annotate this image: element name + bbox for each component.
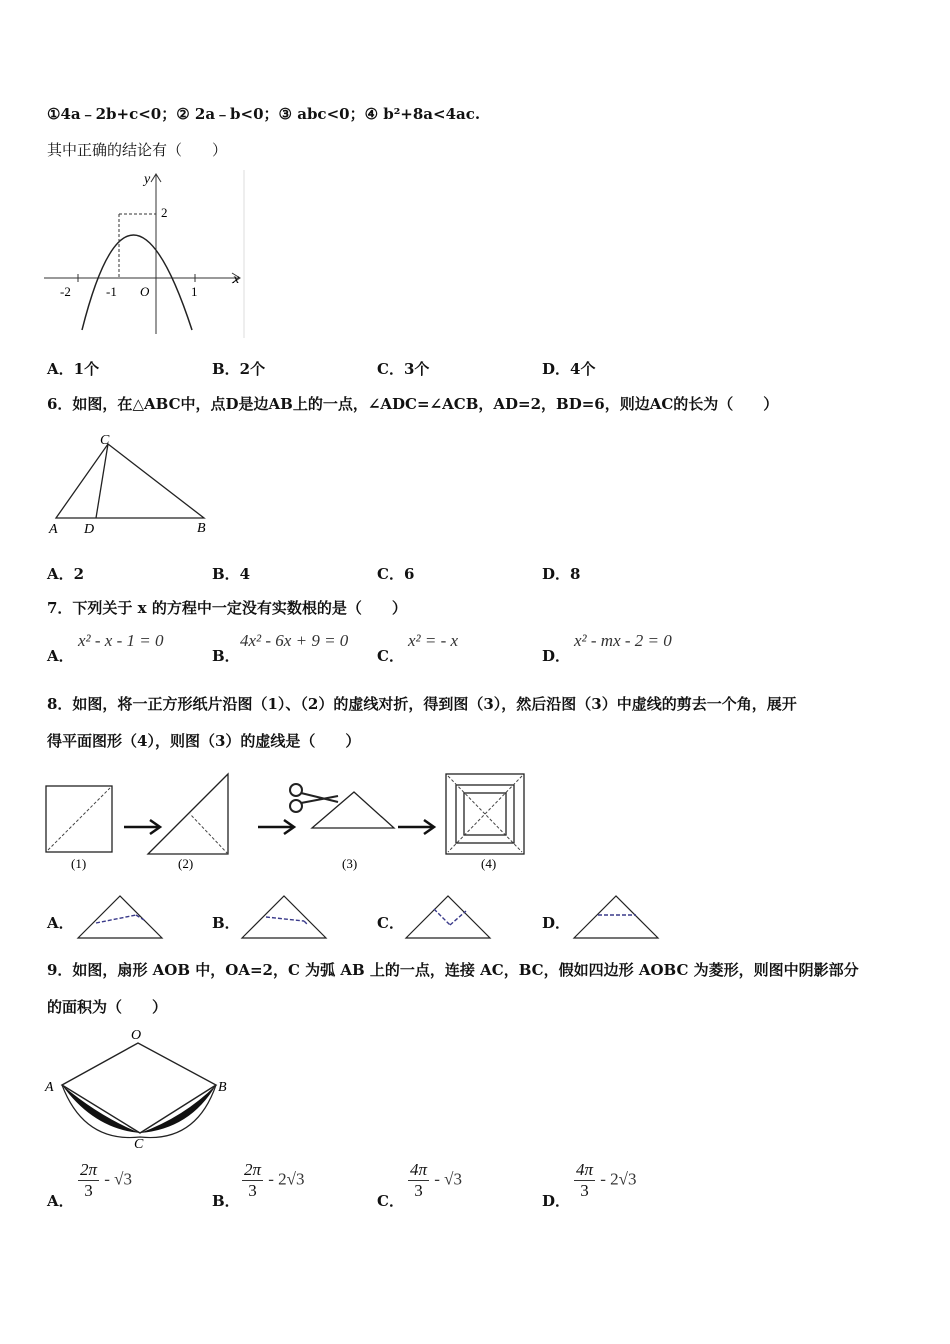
q5-label-1: 1 (191, 284, 198, 299)
q7-equation-c: x² = - x (408, 631, 459, 650)
q9-sector-figure (44, 1025, 234, 1151)
q7-option-a[interactable]: A． (47, 647, 74, 665)
q9-answer-a-num: 2π (80, 1160, 98, 1179)
q9-answer-a (78, 1160, 132, 1201)
q8-caption-4: (4) (481, 856, 497, 871)
q7-stem: 7．下列关于 x 的方程中一定没有实数根的是（ ） (47, 599, 407, 617)
q8-stem-line1: 8．如图，将一正方形纸片沿图（1）、（2）的虚线对折，得到图（3），然后沿图（3）中虚线的剪去一个角，展开 (47, 695, 797, 713)
q9-answer-a-den: 3 (84, 1181, 93, 1200)
q8-caption-3: (3) (342, 856, 358, 871)
q6-label-c: C (100, 433, 110, 448)
q5-label-minus1: -1 (106, 284, 117, 299)
q7-option-c[interactable]: C． (377, 647, 404, 665)
q8-caption-2: (2) (178, 856, 194, 871)
q9-stem-line1: 9．如图，扇形 AOB 中，OA=2，C 为弧 AB 上的一点，连接 AC，BC，假如四边形 AOBC 为菱形，则图中阴影部分 (47, 961, 859, 979)
q8-option-d-figure (572, 893, 660, 941)
q6-option-a[interactable]: A．2 (47, 565, 85, 583)
q9-answer-c-tail: - √3 (434, 1169, 463, 1189)
q6-label-a: A (49, 522, 58, 537)
q5-label-2: 2 (161, 205, 168, 220)
q9-answer-c-den: 3 (414, 1181, 423, 1200)
q5-axis-x-label: x (233, 272, 240, 287)
q8-option-a-figure (76, 893, 164, 941)
q9-option-d[interactable]: D． (542, 1192, 571, 1210)
q5-option-d[interactable]: D．4个 (542, 360, 596, 378)
q8-stem-line2: 得平面图形（4），则图（3）的虚线是（ ） (47, 732, 361, 750)
q8-option-b-figure (240, 893, 328, 941)
q9-label-o: O (131, 1028, 142, 1043)
q6-triangle-figure (46, 430, 216, 540)
q5-parabola-graph (44, 170, 246, 338)
q7-option-b[interactable]: B． (212, 647, 240, 665)
q6-option-c[interactable]: C．6 (377, 565, 415, 583)
q9-answer-d-tail: - 2√3 (600, 1169, 637, 1189)
q8-folding-figure (44, 770, 528, 874)
q6-label-b: B (197, 521, 206, 536)
q8-caption-1: (1) (71, 856, 87, 871)
q8-option-a[interactable]: A． (47, 914, 74, 932)
q7-equation-a: x² - x - 1 = 0 (78, 631, 164, 650)
q9-option-a[interactable]: A． (47, 1192, 74, 1210)
q5-statements: ①4a﹣2b+c<0；② 2a﹣b<0；③ abc<0；④ b²+8a<4ac. (47, 105, 481, 123)
q7-equation-d: x² - mx - 2 = 0 (574, 631, 672, 650)
q6-option-d[interactable]: D．8 (542, 565, 581, 583)
q8-option-c-figure (404, 893, 492, 941)
q9-answer-d (574, 1160, 637, 1201)
q8-option-c[interactable]: C． (377, 914, 404, 932)
q9-label-b: B (218, 1080, 227, 1095)
q9-answer-d-num: 4π (576, 1160, 594, 1179)
q6-stem: 6．如图，在△ABC中，点D是边AB上的一点，∠ADC=∠ACB，AD=2，BD=6，则边AC的长为（ ） (47, 395, 779, 413)
q9-label-a: A (45, 1080, 54, 1095)
q9-answer-b-num: 2π (244, 1160, 262, 1179)
q9-option-b[interactable]: B． (212, 1192, 240, 1210)
q9-label-c: C (134, 1137, 144, 1152)
q9-answer-c-num: 4π (410, 1160, 428, 1179)
q6-option-b[interactable]: B．4 (212, 565, 251, 583)
q8-option-b[interactable]: B． (212, 914, 240, 932)
q5-label-minus2: -2 (60, 284, 71, 299)
q5-label-origin: O (140, 284, 150, 299)
q5-stem: 其中正确的结论有（ ） (47, 141, 228, 159)
q7-option-d[interactable]: D． (542, 647, 571, 665)
q5-option-b[interactable]: B．2个 (212, 360, 266, 378)
q9-answer-d-den: 3 (580, 1181, 589, 1200)
q9-stem-line2: 的面积为（ ） (47, 998, 168, 1016)
q9-answer-a-tail: - √3 (104, 1169, 133, 1189)
q5-option-c[interactable]: C．3个 (377, 360, 430, 378)
q9-answer-b (242, 1160, 305, 1201)
q9-answer-b-tail: - 2√3 (268, 1169, 305, 1189)
q9-option-c[interactable]: C． (377, 1192, 404, 1210)
q9-answer-b-den: 3 (248, 1181, 257, 1200)
q9-answer-c (408, 1160, 462, 1201)
q7-equation-b: 4x² - 6x + 9 = 0 (240, 631, 349, 650)
q6-label-d: D (84, 522, 95, 537)
q8-option-d[interactable]: D． (542, 914, 571, 932)
q5-option-a[interactable]: A．1个 (47, 360, 100, 378)
q5-axis-y-label: y (144, 172, 151, 187)
